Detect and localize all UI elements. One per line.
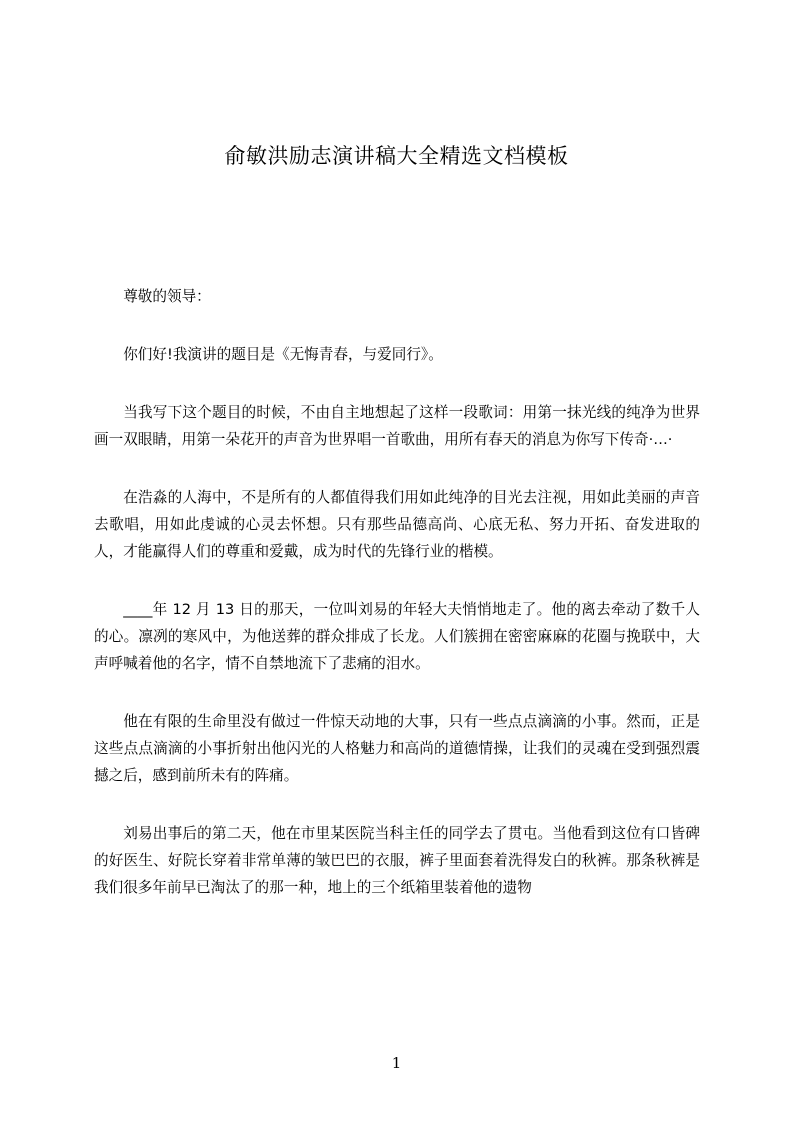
body-paragraph: 他在有限的生命里没有做过一件惊天动地的大事，只有一些点点滴滴的小事。然而，正是这些点点滴滴的小事折射出他闪光的人格魅力和高尚的道德情操，让我们的灵魂在受到强烈震撼之后，感到前所未有的阵痛。 [94,713,700,784]
document-title: 俞敏洪励志演讲稿大全精选文档模板 [224,144,569,168]
body-paragraph: 刘易出事后的第二天，他在市里某医院当科主任的同学去了贯屯。当他看到这位有口皆碑的好医生、好院长穿着非常单薄的皱巴巴的衣服，裤子里面套着洗得发白的秋裤。那条秋裤是我们很多年前早已淘汰了的那一种，地上的三个纸箱里装着他的遗物 [94,825,700,896]
greeting-paragraph: 你们好!我演讲的题目是《无悔青春，与爱同行》。 [123,346,443,363]
body-paragraph: 在浩淼的人海中，不是所有的人都值得我们用如此纯净的目光去注视，用如此美丽的声音去歌唱，用如此虔诚的心灵去怀想。只有那些品德高尚、心底无私、努力开拓、奋发进取的人，才能赢得人们的尊重和爱戴，成为时代的先锋行业的楷模。 [94,489,700,560]
body-paragraph: ____年 12 月 13 日的那天，一位叫刘易的年轻大夫悄悄地走了。他的离去牵动了数千人的心。凛冽的寒风中，为他送葬的群众排成了长龙。人们簇拥在密密麻麻的花圈与挽联中，大声呼喊着他的名字，情不自禁地流下了悲痛的泪水。 [94,601,700,672]
salutation-paragraph: 尊敬的领导： [123,288,211,305]
page-number: 1 [391,1054,402,1072]
document-body [94,283,700,932]
body-paragraph: 当我写下这个题目的时候，不由自主地想起了这样一段歌词：用第一抹光线的纯净为世界画一双眼睛，用第一朵花开的声音为世界唱一首歌曲，用所有春天的消息为你写下传奇·…· [94,404,700,448]
